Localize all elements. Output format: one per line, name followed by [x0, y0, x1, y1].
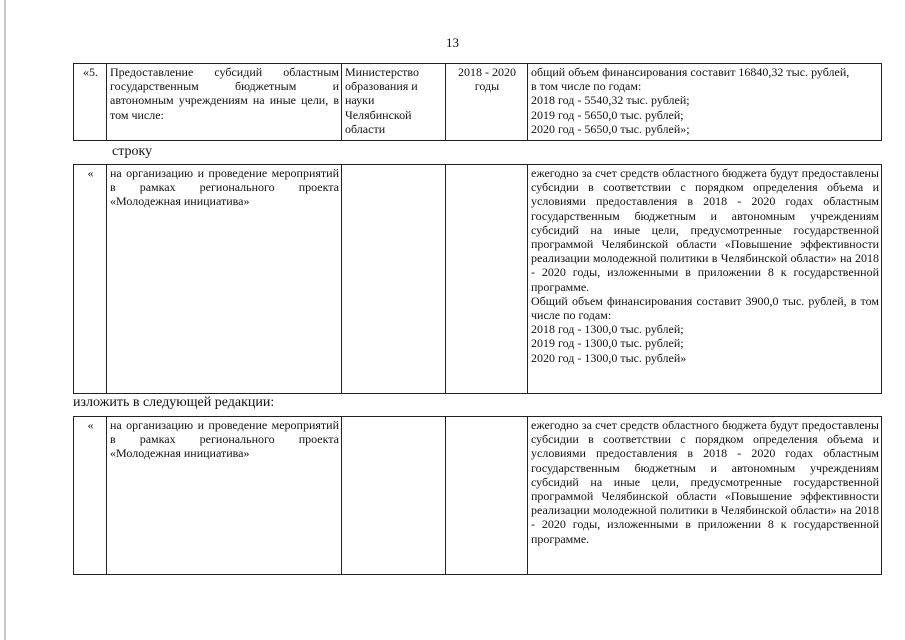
page-number: 13	[446, 35, 459, 50]
old-row-year-line: 2018 год - 1300,0 тыс. рублей;	[531, 322, 684, 337]
old-row-paragraph: ежегодно за счет средств областного бюджета будут предоставлены субсидии в соответствии с порядком определения объема и условиями предоставления в 2018 - 2020 годах областным государственным бюджетным и автономным учреждениям субсидий на иные цели, предусмотренные государственной программой Челябинской области «Повышение эффективности реализации молодежной политики в Челябинской области» на 2018 - 2020 годы, изложенными в приложении 8 к государственной программе.	[531, 166, 879, 294]
row5-financing-line: 2020 год - 5650,0 тыс. рублей»;	[531, 121, 690, 136]
old-row-ministry	[342, 165, 446, 394]
old-row-financing	[528, 165, 882, 394]
row5-financing-line: в том числе по годам:	[531, 79, 642, 94]
table-old-wording	[73, 164, 882, 394]
row5-financing-line: общий объем финансирования составит 16840,32 тыс. рублей,	[531, 65, 850, 79]
table-row	[74, 417, 882, 575]
old-row-period	[446, 165, 528, 394]
old-row-year-line: 2020 год - 1300,0 тыс. рублей»	[531, 350, 687, 365]
row5-financing	[528, 64, 882, 141]
row5-marker: «5.	[74, 64, 107, 141]
table-row	[74, 165, 882, 394]
new-row-description: на организацию и проведение мероприятий в рамках регионального проекта «Молодежная инициатива»	[107, 417, 342, 575]
old-row-marker: «	[74, 165, 107, 394]
table-row	[74, 64, 882, 141]
old-row-description: на организацию и проведение мероприятий в рамках регионального проекта «Молодежная инициатива»	[107, 165, 342, 394]
label-new-edition: изложить в следующей редакции:	[73, 395, 275, 410]
label-stroku: строку	[112, 144, 153, 159]
table-row-5	[73, 63, 882, 141]
new-row-ministry	[342, 417, 446, 575]
row5-period: 2018 - 2020 годы	[446, 64, 528, 141]
new-row-marker: «	[74, 417, 107, 575]
row5-description: Предоставление субсидий областным государственным бюджетным и автономным учреждениям на иные цели, в том числе:	[107, 64, 342, 141]
old-row-year-line: 2019 год - 1300,0 тыс. рублей;	[531, 336, 684, 351]
table-new-wording	[73, 416, 882, 575]
new-row-paragraph: ежегодно за счет средств областного бюджета будут предоставлены субсидии в соответствии с порядком определения объема и условиями предоставления в 2018 - 2020 годах областным государственным бюджетным и автономным учреждениям субсидий на иные цели, предусмотренные государственной программой Челябинской области «Повышение эффективности реализации молодежной политики в Челябинской области» на 2018 - 2020 годы, изложенными в приложении 8 к государственной программе.	[531, 418, 879, 546]
row5-ministry: Министерство образования и науки Челябинской области	[342, 64, 446, 141]
row5-financing-line: 2018 год - 5540,32 тыс. рублей;	[531, 93, 690, 108]
row5-financing-line: 2019 год - 5650,0 тыс. рублей;	[531, 107, 684, 122]
page-edge-shadow	[4, 0, 6, 640]
old-row-summary: Общий объем финансирования составит 3900,0 тыс. рублей, в том числе по годам:	[531, 293, 879, 323]
new-row-financing	[528, 417, 882, 575]
new-row-period	[446, 417, 528, 575]
